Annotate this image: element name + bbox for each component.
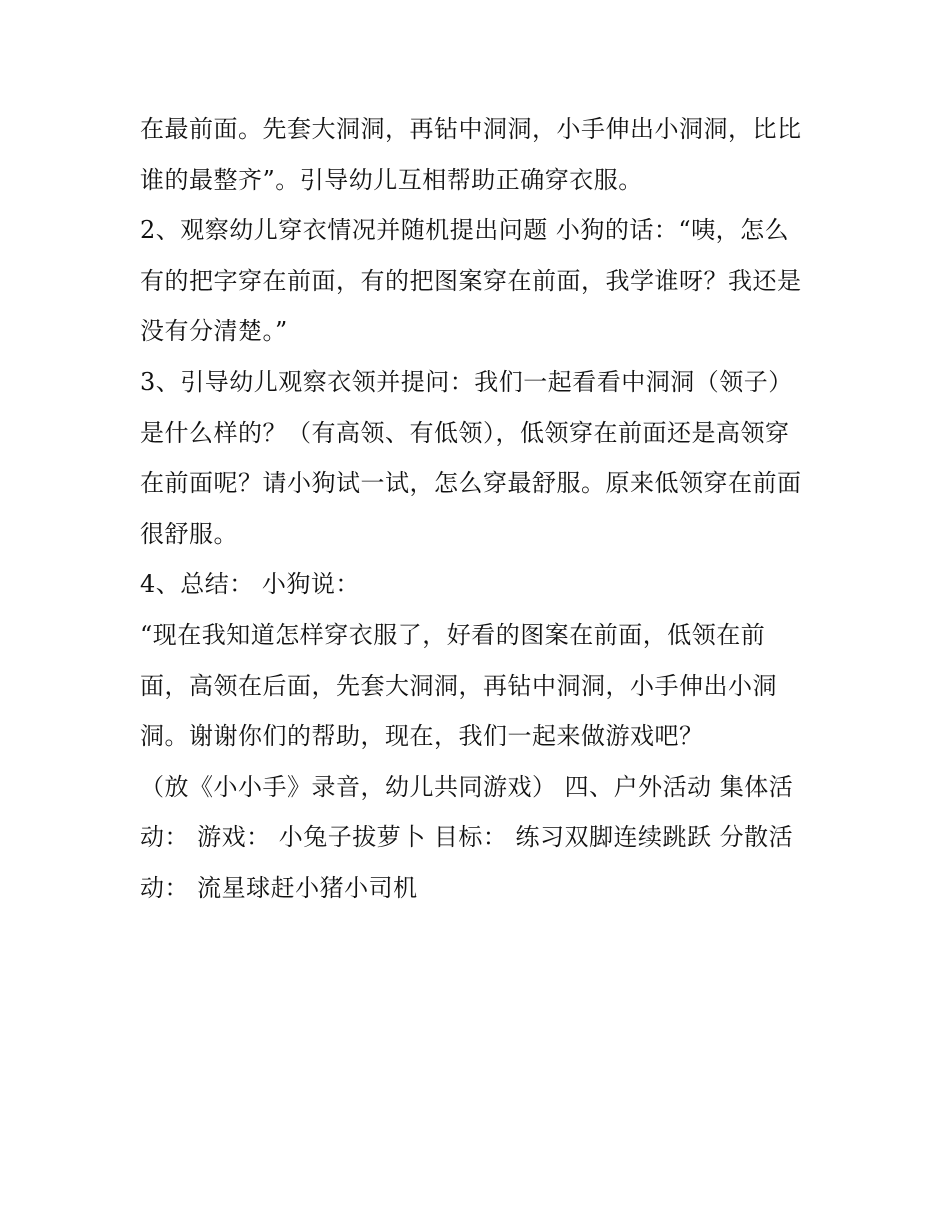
text-line: 是什么样的？（有高领、有低领），低领穿在前面还是高领穿	[140, 418, 790, 447]
text-line: 在最前面。先套大洞洞，再钻中洞洞，小手伸出小洞洞，比比	[140, 115, 802, 143]
text-line: 很舒服。	[140, 519, 238, 548]
text-line: 动： 流星球赶小猪小司机	[140, 873, 418, 902]
text-line: 2、观察幼儿穿衣情况并随机提出问题 小狗的话：“咦，怎么	[140, 216, 790, 245]
text-line: 3、引导幼儿观察衣领并提问：我们一起看看中洞洞（领子）	[140, 367, 793, 396]
text-line: “现在我知道怎样穿衣服了，好看的图案在前面，低领在前	[140, 620, 766, 649]
text-line: 有的把字穿在前面，有的把图案穿在前面，我学谁呀？我还是	[140, 266, 802, 295]
text-line: 没有分清楚。”	[140, 317, 288, 346]
text-line: 4、总结： 小狗说：	[140, 570, 360, 599]
text-line: 动： 游戏： 小兔子拔萝卜 目标： 练习双脚连续跳跃 分散活	[140, 823, 794, 852]
text-line: （放《小小手》录音，幼儿共同游戏） 四、户外活动 集体活	[140, 772, 794, 801]
body-text	[140, 104, 830, 914]
text-line: 洞。谢谢你们的帮助，现在，我们一起来做游戏吧？	[140, 722, 704, 751]
text-line: 面，高领在后面，先套大洞洞，再钻中洞洞，小手伸出小洞	[140, 671, 777, 700]
text-line: 谁的最整齐”。引导幼儿互相帮助正确穿衣服。	[140, 165, 643, 194]
text-line: 在前面呢？请小狗试一试，怎么穿最舒服。原来低领穿在前面	[140, 469, 802, 498]
